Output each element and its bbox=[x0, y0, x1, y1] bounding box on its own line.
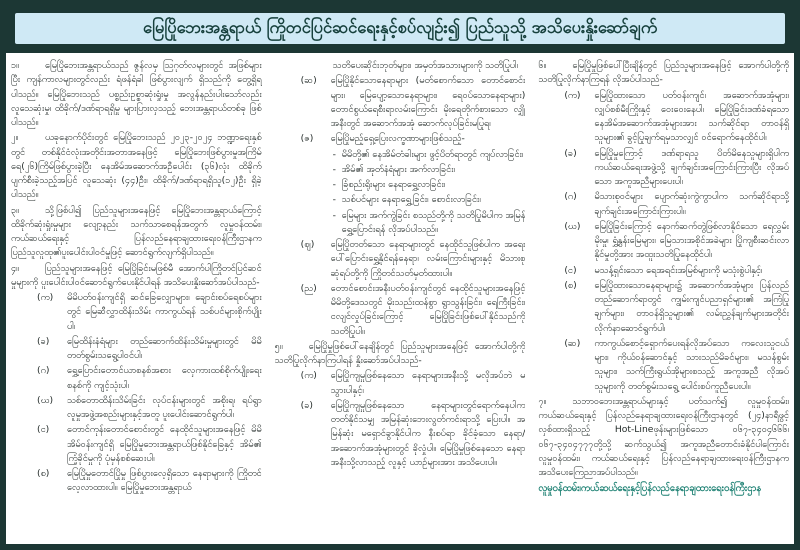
lettered-item bbox=[564, 190, 789, 219]
item-text: မြေပြိုမှုတောင်ပြိုမှု ဖြစ်ပွားလေ့ရှိသော နေရာများကို ကြိုတင်လေ့လာထားပါ။ မြေပြိုမှုဘေးအန္တရာယ် bbox=[67, 468, 262, 494]
sign-list-item bbox=[333, 209, 526, 238]
lettered-item bbox=[301, 132, 526, 146]
item-text: မြေထိန်းနံရံများ တည်ဆောက်ထိန်းသိမ်းမှုများတွင် မိမိတတ်စွမ်းသရွေ့ပါဝင်ပါ၊ bbox=[67, 335, 262, 362]
paragraph-number: ၆။ bbox=[538, 60, 547, 72]
sign-list-item bbox=[333, 163, 526, 177]
paragraph-number: ၇။ bbox=[538, 395, 547, 407]
paragraph-number: ၅။ bbox=[274, 340, 283, 352]
item-text: မြေပြိုကျမှုဖြစ်နေသော နေရာများအနီးသို့ မလိုအပ်ဘဲ မသွားပါနှင့်၊ bbox=[330, 370, 526, 396]
numbered-paragraph bbox=[11, 204, 262, 261]
item-label: (ည) bbox=[300, 282, 317, 294]
item-label: (ဂ) bbox=[37, 365, 50, 377]
paragraph-text: မြေပြိုမှုဖြစ်ပေါ်နေချိန်တွင် ပြည်သူများအနေဖြင့် အောက်ပါတို့ကို သတိပြုလိုက်နာကြပါရန် နှိုးဆော်အပ်ပါသည်- bbox=[274, 340, 526, 367]
item-text: မိမိတို့၏ နေအိမ်တံခါးများ ဖွင့်ပိတ်ရာတွင် ကျပ်လာခြင်း၊ bbox=[341, 148, 524, 160]
paragraph-number: ၁။ bbox=[11, 60, 19, 72]
lettered-item bbox=[301, 369, 526, 398]
column-3 bbox=[538, 59, 789, 539]
lettered-item bbox=[37, 394, 262, 423]
item-text: မိမိပတ်ဝန်းကျင်ရှိ ဆင်ခြေလျှောများ၊ ချောင်းစပ်ရေစပ်များတွင် မြေဆီလွှာထိန်းသိမ်း ကာကွယ်ရန် သစ်ပင်များစိုက်ပျိုးပါ၊ bbox=[67, 292, 262, 332]
page-title: မြေပြိုဘေးအန္တရာယ် ကြိုတင်ပြင်ဆင်ရေးနှင့်စပ်လျဉ်း၍ ပြည်သူသို့ အသိပေးနှိုးဆော်ချက် bbox=[15, 13, 785, 44]
lettered-item bbox=[301, 74, 526, 131]
lettered-item bbox=[301, 399, 526, 470]
item-text: ရွှေ့ပြောင်းတောင်ယာစနစ်အစား လှေကားထစ်စိုက်ပျိုးရေးစနစ်ကို ကျင့်သုံးပါ၊ bbox=[67, 365, 262, 391]
item-text: မြေပြိုထားသော ပတ်ဝန်းကျင်၊ အဆောက်အအုံများ၊ လျှပ်စစ်မီးကြိုးနှင့် ဝေးဝေးနေပါ၊ မြေပြိုခြင်းဒဏ်ခံရသော နေအိမ်အဆောက်အအုံများအား သက်ဆိုင်ရာ တာဝန်ရှိသူများ၏ ခွင့်ပြုချက်ရမှသာလျှင် ဝင်ရောက်နေထိုင်ပါ၊ bbox=[594, 89, 790, 144]
lettered-item bbox=[564, 279, 789, 336]
paragraph-number: ၂။ bbox=[11, 132, 19, 144]
item-label: (ဈ) bbox=[300, 239, 315, 251]
paragraph-text: သဘာဝဘေးအန္တရာယ်များနှင့် ပတ်သက်၍ လူမှုဝန်ထမ်း၊ ကယ်ဆယ်ရေးနှင့် ပြန်လည်နေရာချထားရေးဝန်ကြီးဌာနတွင် (၂၄)နာရီဖွင့်လှစ်ထားရှိသည့် Hot-Lineဖုန်းများဖြစ်သော ၀၆၇-၃၄၀၄၆၆၆၊ ၀၆၇-၃၄၀၄၇၇၇တို့သို့ ဆက်သွယ်၍ အကူအညီတောင်းခံနိုင်ပါကြောင်း လူမှုဝန်ထမ်း၊ ကယ်ဆယ်ရေးနှင့် ပြန်လည်နေရာချထားရေးဝန်ကြီးဌာနက အသိပေးကြေညာအပ်ပါသည်။ bbox=[538, 395, 790, 479]
item-text: မြေပြိုထားသောနေရာများ၌ အဆောက်အအုံများ ပြန်လည်တည်ဆောက်ရာတွင် ကျွမ်းကျင်ပညာရှင်များ၏ အကြံပြုချက်များ၊ တာဝန်ရှိသူများ၏ လမ်းညွှန်ချက်များအတိုင်း လိုက်နာဆောင်ရွက်ပါ၊ bbox=[594, 279, 790, 334]
lettered-item bbox=[564, 337, 789, 394]
item-text: မြေပြိုခြင်းကြောင့် နောက်ဆက်တွဲဖြစ်လာနိုင်သော ရေလွှမ်းမိုးမှု၊ ရွှံ့နွန်းမြေများ၊ မြေသားအစိုင်အခဲများ ပြိုကျစီးဆင်းလာနိုင်မှုတို့အား အထူးသတိပြုနေထိုင်ပါ၊ bbox=[594, 220, 790, 261]
paragraph-number: ၃။ bbox=[11, 204, 19, 216]
item-text: မြေပြိုမှုကြောင့် ဒဏ်ရာရသူ ပိတ်မိနေသူများရှိပါက ကယ်ဆယ်ရေးအဖွဲ့သို့ ချက်ချင်းအကြောင်းကြားပြီး လိုအပ်သော အကူအညီများပေးပါ၊ bbox=[594, 147, 790, 188]
item-text: ခြံစည်းရိုးများ နေရာရွှေ့လာခြင်း၊ bbox=[341, 179, 446, 191]
paragraph-text: မြေပြိုမှုဖြစ်ပေါ်ပြီးချိန်တွင် ပြည်သူများအနေဖြင့် အောက်ပါတို့ကို သတိပြုလိုက်နာကြရန် လိုအပ်ပါသည်- bbox=[538, 60, 790, 86]
item-text: သစ်တောထိန်းသိမ်းခြင်း လုပ်ငန်းများတွင် အစိုးရ၊ ရပ်ရွာ လူမှုအဖွဲ့အစည်းများနှင့်အတူ ပူးပေါင်းဆောင်ရွက်ပါ၊ bbox=[67, 394, 262, 421]
item-label: (ဇ) bbox=[300, 133, 314, 145]
numbered-paragraph bbox=[538, 59, 789, 88]
continuation-text: သတိပေးဆိုင်းဘုတ်များ၊ အမှတ်အသားများကို သတိပြုပါ၊ bbox=[332, 60, 519, 72]
item-label: (စ) bbox=[37, 468, 50, 480]
sign-list-item bbox=[333, 178, 526, 192]
dash-marker: - bbox=[332, 194, 336, 206]
dash-marker: - bbox=[332, 209, 336, 221]
item-label: (ခ) bbox=[564, 147, 577, 159]
item-text: မြေများ အက်ကွဲခြင်း စသည်တို့ကို သတိပြုမိပါက အမြန်ရွှေ့ပြောင်းရန် လိုအပ်ပါသည်။ bbox=[341, 209, 526, 235]
numbered-paragraph bbox=[11, 59, 262, 130]
dash-marker: - bbox=[332, 163, 336, 175]
lettered-item bbox=[564, 147, 789, 190]
lettered-item bbox=[37, 335, 262, 364]
sign-list-item bbox=[333, 148, 526, 162]
item-text: မိသားစုဝင်များ ပျောက်ဆုံးကွဲကွာပါက သက်ဆိုင်ရာသို့ ချက်ချင်းအကြောင်းကြားပါ။ bbox=[594, 191, 790, 217]
item-label: (င) bbox=[37, 424, 50, 436]
item-text: မသန့်ရှင်းသော ရေအရင်းအမြစ်များကို မသုံးစွဲပါနှင့်၊ bbox=[594, 264, 763, 276]
item-label: (ဃ) bbox=[564, 220, 581, 232]
item-label: (င) bbox=[564, 264, 577, 276]
item-text: အိမ်၏ အုတ်နံရံများ အက်လာခြင်း၊ bbox=[341, 163, 456, 175]
item-label: (က) bbox=[564, 89, 581, 101]
lettered-item bbox=[37, 291, 262, 334]
dash-marker: - bbox=[332, 179, 336, 191]
item-text: မြေပြိုမည့်ရှေ့ပြေးလက္ခဏာများဖြစ်သည့်- bbox=[330, 133, 465, 145]
numbered-paragraph bbox=[11, 131, 262, 202]
paragraph-text: ယခုနောက်ပိုင်းတွင် မြေပြိုဘေးသည် ၂၀၂၃-၂၀၂၄ ဘဏ္ဍာရေးနှစ်တွင် တစ်နိုင်ငံလုံးအတိုင်းအတာအနေဖြင့် မြေပြိုဘေးဖြစ်ပွားမှုအကြိမ်ရေ(၂၆)ကြိမ်ဖြစ်ပွားခဲ့ပြီး နေအိမ်အဆောက်အဦပေါင်း (၃၆)လုံး ထိခိုက်ပျက်စီးခဲ့သည့်အပြင် လူသေဆုံး (၄၄)ဦး၊ ထိခိုက်/ဒဏ်ရာရရှိသူ(၁၂)ဦး ရှိခဲ့ပါသည်။ bbox=[11, 132, 262, 201]
item-label: (က) bbox=[37, 292, 54, 304]
item-label: (ခ) bbox=[37, 335, 50, 347]
item-label: (ဆ) bbox=[564, 337, 581, 349]
numbered-paragraph bbox=[275, 340, 526, 369]
lettered-item bbox=[564, 264, 789, 278]
item-text: တောင်ကုန်းတောင်စောင်းတွင် နေထိုင်သူများအနေဖြင့် မိမိအိမ်ဝန်းကျင်ရှိ မြေပြိုမှုဘေးအန္တရာယ်ဖြစ်နိုင်ခြေနှင့် အိမ်၏ ကြံ့ခိုင်မှုကို ပုံမှန်စစ်ဆေးပါ၊ bbox=[67, 424, 262, 464]
item-label: (ဂ) bbox=[564, 191, 577, 203]
column-2 bbox=[275, 59, 526, 539]
numbered-paragraph bbox=[538, 395, 789, 481]
dash-marker: - bbox=[332, 148, 336, 160]
item-text: တောင်စောင်းအနီးပတ်ဝန်းကျင်တွင် နေထိုင်သူများအနေဖြင့် မိမိတို့ဒေသတွင် မိုးသည်းထန်စွာ ရွာသွန်းခြင်း၊ ရေကြီးခြင်း၊ ငလျင်လှုပ်ခြင်းကြောင့် မြေပြိုခြင်းဖြစ်ပေါ်နိုင်သည်ကို သတိပြုပါ။ bbox=[330, 282, 526, 337]
document-body bbox=[6, 53, 794, 544]
item-text: မြေပြိုနိုင်သောနေရာများ (မတ်စောက်သော တောင်စောင်းများ၊ မြေပျော့သောနေရာများ၊ ရေဝပ်သောနေရာများ) တောင်စွယ်ရေစီးရာလမ်းကြောင်း မိုးရေတိုက်စားသော လျှို့အနီးတွင် အဆောက်အအုံ ဆောက်လုပ်ခြင်းမပြုရ၊ bbox=[330, 75, 526, 130]
item-label: (ဆ) bbox=[300, 75, 317, 87]
item-text: ကာကွယ်စောင့်ရှောက်ပေးရန်လိုအပ်သော ကလေးသူငယ်များ၊ ကိုယ်ဝန်ဆောင်နှင့် သားသည်မိခင်များ၊ မသန်စွမ်းသူများ၊ သက်ကြီးရွယ်အိုများစသည့် အကူအညီ လိုအပ်သူများကို တတ်စွမ်းသရွေ့ ပေါင်းစပ်ကူညီပေးပါ။ bbox=[594, 337, 790, 392]
lettered-item bbox=[564, 89, 789, 146]
paragraph-text: သို့ဖြစ်ပါ၍ ပြည်သူများအနေဖြင့် မြေပြိုဘေးအန္တရာယ်ကြောင့် ထိခိုက်ဆုံးရှုံးမှုများ လျော့နည်း သက်သာစေရန်အတွက် လူမှုဝန်ထမ်း၊ ကယ်ဆယ်ရေးနှင့် ပြန်လည်နေရာချထားရေးဝန်ကြီးဌာနက ပြည်သူလူထု၏ပူးပေါင်းပါဝင်မှုဖြင့် ဆောင်ရွက်လျက်ရှိပါသည်။ bbox=[11, 204, 262, 259]
item-text: မြေပြိုတတ်သော နေရာများတွင် နေထိုင်သူဖြစ်ပါက အရေးပေါ်ပြောင်းရွှေ့နိုင်ရန်နေရာ၊ လမ်းကြောင်းများနှင့် မိသားစုဆုံရပ်တို့ကို ကြိုတင်သတ်မှတ်ထားပါ။ bbox=[330, 239, 526, 279]
item-text: သစ်ပင်များ နေရာရွှေ့ခြင်း၊ စောင်းလာခြင်း၊ bbox=[341, 194, 481, 206]
column-1 bbox=[11, 59, 262, 539]
lettered-item bbox=[301, 238, 526, 281]
item-label: (စ) bbox=[564, 279, 577, 291]
paragraph-text: ပြည်သူများအနေဖြင့် မြေပြိုခြင်းမဖြစ်မီ အောက်ပါကြိုတင်ပြင်ဆင်မှုများကို ပူးပေါင်းပါဝင်ဆောင်ရွက်ပေးနိုင်ပါရန် အသိပေးနှိုးဆော်အပ်ပါသည်- bbox=[11, 262, 262, 288]
lettered-item bbox=[301, 282, 526, 339]
item-label: (ခ) bbox=[300, 399, 314, 411]
item-label: (ဃ) bbox=[37, 394, 54, 406]
ministry-signature: လူမှုဝန်ထမ်း၊ကယ်ဆယ်ရေးနှင့်ပြန်လည်နေရာချထားရေးဝန်ကြီးဌာန bbox=[538, 483, 762, 495]
header-band bbox=[6, 6, 794, 53]
lettered-item bbox=[564, 220, 789, 263]
sign-list-item bbox=[333, 193, 526, 207]
item-text: မြေပြိုကျမှုဖြစ်နေသော နေရာများတွင်ရောက်နေပါက တတ်နိုင်သမျှ အမြန်ဆုံးဘေးလွတ်ကင်းရာသို့ ပြေးပါ။ အမြန်ဆုံး မရှောင်ခွာနိုင်ပါက နီးစပ်ရာ ခိုင်ခံ့သော နေရာ/အဆောက်အအုံများတွင် ခိုလှုံပါ။ မြေပြိုမှုဖြစ်နေသော နေရာအနီးသို့လာသည့် လူနှင့် ယာဉ်များအား အသိပေးပါ။ bbox=[330, 399, 526, 468]
paragraph-text: မြေပြိုဘေးအန္တရာယ်သည် ဇွန်လမှ သြဂုတ်လများတွင် အဖြစ်များပြီး ကျန်ကာလများတွင်လည်း ရံဖန်ရံခါ ဖြစ်ပွားလျက် ရှိသည်ကို တွေ့ရှိရပါသည်။ မြေပြိုဘေးသည် ပစ္စည်းဥစ္စာဆုံးရှုံးမှု အလွန်နည်းပါးသော်လည်း လူသေဆုံးမှု၊ ထိခိုက်/ဒဏ်ရာရရှိမှု များပြားလှသည့် ဘေးအန္တရာယ်တစ်ခု ဖြစ်ပါသည်။ bbox=[11, 60, 262, 129]
paragraph-number: ၄။ bbox=[11, 262, 19, 274]
item-label: (က) bbox=[300, 370, 317, 382]
lettered-item bbox=[37, 467, 262, 496]
lettered-item bbox=[37, 423, 262, 466]
lettered-item bbox=[37, 364, 262, 393]
numbered-paragraph bbox=[11, 262, 262, 291]
